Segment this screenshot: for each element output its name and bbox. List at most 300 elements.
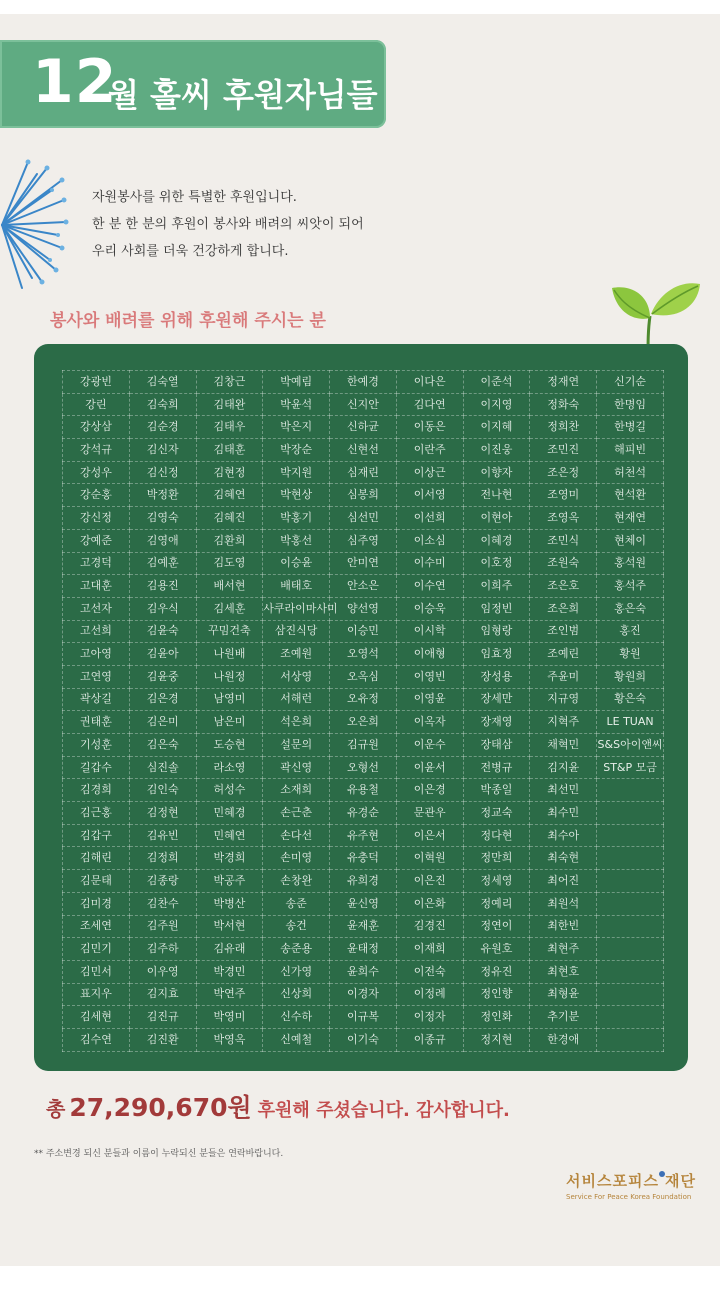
donor-name: [597, 983, 664, 1006]
donor-name: 김우식: [129, 597, 196, 620]
donor-name: 박경민: [196, 960, 263, 983]
donor-name: 송준용: [263, 938, 330, 961]
donor-name: 박병산: [196, 892, 263, 915]
donor-row: [63, 870, 664, 893]
donor-name: 오유정: [330, 688, 397, 711]
intro-text: [92, 184, 364, 265]
donor-row: [63, 734, 664, 757]
donor-name: 최원석: [530, 892, 597, 915]
donor-name: 김민서: [63, 960, 130, 983]
donor-name: 양선영: [330, 597, 397, 620]
donor-name: 소재희: [263, 779, 330, 802]
title-month: 12: [32, 47, 118, 117]
donor-name: 강린: [63, 393, 130, 416]
donor-name: 주윤미: [530, 665, 597, 688]
donor-name: 최수민: [530, 802, 597, 825]
donor-name: 강신정: [63, 507, 130, 530]
donor-name: [597, 915, 664, 938]
donor-name: 박홍선: [263, 529, 330, 552]
donor-name: 삼진식당: [263, 620, 330, 643]
donor-name: 이소심: [396, 529, 463, 552]
donor-name: 김정희: [129, 847, 196, 870]
donor-name: 이서영: [396, 484, 463, 507]
donor-name: 한명임: [597, 393, 664, 416]
donor-name: 오영석: [330, 643, 397, 666]
donor-name: 곽신영: [263, 756, 330, 779]
donor-name: 김신정: [129, 461, 196, 484]
donor-name: [597, 847, 664, 870]
donor-name: 정연이: [463, 915, 530, 938]
donor-name: 박영미: [196, 1006, 263, 1029]
donor-name: 지규영: [530, 688, 597, 711]
donor-name: 김다연: [396, 393, 463, 416]
page-title: 월 홀씨 후원자님들: [108, 76, 378, 114]
donor-name: 정만희: [463, 847, 530, 870]
donor-row: [63, 529, 664, 552]
donor-name: 박은지: [263, 416, 330, 439]
donor-name: 이승욱: [396, 597, 463, 620]
donor-name: 김종랑: [129, 870, 196, 893]
donor-name: [597, 960, 664, 983]
donor-row: [63, 983, 664, 1006]
donor-name: 유경순: [330, 802, 397, 825]
donor-name: 석은희: [263, 711, 330, 734]
donor-name: 이은서: [396, 824, 463, 847]
donor-name: 이지영: [463, 393, 530, 416]
donor-name: 이호정: [463, 552, 530, 575]
donor-name: 박연주: [196, 983, 263, 1006]
donor-name: 최선민: [530, 779, 597, 802]
donor-name: 윤신영: [330, 892, 397, 915]
donor-name: 김지효: [129, 983, 196, 1006]
donor-name: 정재연: [530, 371, 597, 394]
donor-name: 홍진: [597, 620, 664, 643]
donor-row: [63, 847, 664, 870]
top-border: [0, 0, 720, 14]
donor-row: [63, 507, 664, 530]
donor-name: 최숙현: [530, 847, 597, 870]
donor-row: [63, 416, 664, 439]
donor-name: 이애형: [396, 643, 463, 666]
donor-row: [63, 620, 664, 643]
donor-name: 고아영: [63, 643, 130, 666]
donor-name: 이다은: [396, 371, 463, 394]
donor-name: [597, 824, 664, 847]
donor-name: 조은정: [530, 461, 597, 484]
total-suffix: 후원해 주셨습니다. 감사합니다.: [257, 1100, 510, 1121]
donor-name: 이윤서: [396, 756, 463, 779]
donor-name: [597, 779, 664, 802]
donor-name: 이은화: [396, 892, 463, 915]
donor-name: 신예철: [263, 1028, 330, 1051]
section-subtitle: 봉사와 배려를 위해 후원해 주시는 분: [50, 311, 326, 331]
donor-name: 김순경: [129, 416, 196, 439]
donor-name: 이경자: [330, 983, 397, 1006]
intro-line: 한 분 한 분의 후원이 봉사와 배려의 씨앗이 되어: [92, 217, 364, 232]
donor-name: 김은숙: [129, 734, 196, 757]
donor-name: 박윤석: [263, 393, 330, 416]
donor-name: 유용철: [330, 779, 397, 802]
donor-name: 김숙희: [129, 393, 196, 416]
donor-row: [63, 552, 664, 575]
donor-name: 권태훈: [63, 711, 130, 734]
donor-name: 이란주: [396, 439, 463, 462]
donor-name: 이수연: [396, 575, 463, 598]
donor-name: 이선희: [396, 507, 463, 530]
donor-name: 신지안: [330, 393, 397, 416]
donor-name: 전나현: [463, 484, 530, 507]
donor-name: 유원호: [463, 938, 530, 961]
donor-name: 정예리: [463, 892, 530, 915]
donor-row: [63, 915, 664, 938]
donor-name: 홍석주: [597, 575, 664, 598]
donor-name: 이시학: [396, 620, 463, 643]
donor-name: 이진웅: [463, 439, 530, 462]
donor-name: 최형윤: [530, 983, 597, 1006]
donor-name: 조예린: [530, 643, 597, 666]
donor-name: 김은미: [129, 711, 196, 734]
donor-row: [63, 597, 664, 620]
donor-name: 조영미: [530, 484, 597, 507]
donor-name: 최한빈: [530, 915, 597, 938]
donor-name: 신상희: [263, 983, 330, 1006]
donor-name: 유희경: [330, 870, 397, 893]
donor-name: 배서현: [196, 575, 263, 598]
donor-name: 조민식: [530, 529, 597, 552]
donor-name: 김해린: [63, 847, 130, 870]
donor-name: 현재연: [597, 507, 664, 530]
donor-name: 김혜연: [196, 484, 263, 507]
donor-name: 이규복: [330, 1006, 397, 1029]
donor-row: [63, 688, 664, 711]
dandelion-seed-icon: [0, 160, 66, 290]
donor-name: 서상영: [263, 665, 330, 688]
donor-name: 나원정: [196, 665, 263, 688]
donor-name: 꾸밈건축: [196, 620, 263, 643]
donor-name: 김윤중: [129, 665, 196, 688]
logo-korean-main: 서비스포피스: [566, 1172, 659, 1190]
donor-name: 신가영: [263, 960, 330, 983]
donor-name: 이현아: [463, 507, 530, 530]
donor-row: [63, 960, 664, 983]
donor-name: 정다현: [463, 824, 530, 847]
donor-name: 김은경: [129, 688, 196, 711]
donor-name: 조세연: [63, 915, 130, 938]
donor-name: 길갑수: [63, 756, 130, 779]
donor-name: 이영윤: [396, 688, 463, 711]
donor-name: 민혜경: [196, 802, 263, 825]
donor-name: S&S아이앤씨: [597, 734, 664, 757]
donor-name: 정유진: [463, 960, 530, 983]
donor-name: 정화숙: [530, 393, 597, 416]
donor-name: 조인범: [530, 620, 597, 643]
donor-name: 김유래: [196, 938, 263, 961]
donor-name: [597, 1028, 664, 1051]
donor-row: [63, 711, 664, 734]
donor-name: 이전숙: [396, 960, 463, 983]
donor-name: 심선민: [330, 507, 397, 530]
donor-name: 이희주: [463, 575, 530, 598]
donor-name: 김진환: [129, 1028, 196, 1051]
donor-name: 김예훈: [129, 552, 196, 575]
donor-name: 박서현: [196, 915, 263, 938]
donor-name: 손근춘: [263, 802, 330, 825]
donor-name: 김윤숙: [129, 620, 196, 643]
logo-korean-tail: 재단: [664, 1172, 696, 1190]
donor-name: 이향자: [463, 461, 530, 484]
donor-name: 심봉희: [330, 484, 397, 507]
donor-name: 김갑구: [63, 824, 130, 847]
donor-name: 황원: [597, 643, 664, 666]
donor-name: 손창완: [263, 870, 330, 893]
donor-name: [597, 802, 664, 825]
donor-name: 한병길: [597, 416, 664, 439]
donor-row: [63, 1028, 664, 1051]
donor-name: 오옥심: [330, 665, 397, 688]
donor-name: 최현호: [530, 960, 597, 983]
donor-row: [63, 393, 664, 416]
donor-name: 이동은: [396, 416, 463, 439]
donor-row: [63, 461, 664, 484]
donor-name: 홍석원: [597, 552, 664, 575]
donor-name: 김수연: [63, 1028, 130, 1051]
donor-name: 김태우: [196, 416, 263, 439]
donor-name: 이승윤: [263, 552, 330, 575]
intro-line: 우리 사회를 더욱 건강하게 합니다.: [92, 244, 289, 259]
donor-name: 김민기: [63, 938, 130, 961]
donor-name: 김유빈: [129, 824, 196, 847]
donor-name: 최수아: [530, 824, 597, 847]
donor-name: 이우영: [129, 960, 196, 983]
donor-name: ST&P 모금: [597, 756, 664, 779]
donor-name: 남은미: [196, 711, 263, 734]
donor-name: 이상근: [396, 461, 463, 484]
donor-row: [63, 371, 664, 394]
donor-name: 이운수: [396, 734, 463, 757]
donor-name: 고선희: [63, 620, 130, 643]
donor-name: 임효정: [463, 643, 530, 666]
donor-name: 정교숙: [463, 802, 530, 825]
donor-name: 지혁주: [530, 711, 597, 734]
donor-name: 임형랑: [463, 620, 530, 643]
donor-name: 김숙열: [129, 371, 196, 394]
donor-name: 강광빈: [63, 371, 130, 394]
donor-name: 안소은: [330, 575, 397, 598]
donor-name: 정희찬: [530, 416, 597, 439]
donor-name: 정세영: [463, 870, 530, 893]
donor-name: 윤태정: [330, 938, 397, 961]
donor-name: 설문의: [263, 734, 330, 757]
donor-name: 정지현: [463, 1028, 530, 1051]
donor-name: 김신자: [129, 439, 196, 462]
donor-name: 조은희: [530, 597, 597, 620]
donor-row: [63, 802, 664, 825]
donor-row: [63, 575, 664, 598]
donor-name: 심주영: [330, 529, 397, 552]
donor-name: LE TUAN: [597, 711, 664, 734]
donor-table: [62, 370, 664, 1052]
donor-name: 허성수: [196, 779, 263, 802]
donor-name: 남영미: [196, 688, 263, 711]
intro-line: 자원봉사를 위한 특별한 후원입니다.: [92, 190, 297, 205]
donor-name: 고연영: [63, 665, 130, 688]
donor-name: 정인향: [463, 983, 530, 1006]
donor-name: 정인화: [463, 1006, 530, 1029]
donor-name: 조예원: [263, 643, 330, 666]
donor-name: 김현정: [196, 461, 263, 484]
donor-name: 장성용: [463, 665, 530, 688]
donor-name: 조영옥: [530, 507, 597, 530]
donor-name: 김창근: [196, 371, 263, 394]
donor-name: 윤희수: [330, 960, 397, 983]
donor-name: 강예준: [63, 529, 130, 552]
donor-name: 오은희: [330, 711, 397, 734]
donor-name: 신수하: [263, 1006, 330, 1029]
donor-name: 이수미: [396, 552, 463, 575]
donor-name: 장태삼: [463, 734, 530, 757]
donor-name: 김찬수: [129, 892, 196, 915]
foundation-logo: [566, 1170, 696, 1201]
donor-name: 한경애: [530, 1028, 597, 1051]
donor-row: [63, 938, 664, 961]
donor-name: 이준석: [463, 371, 530, 394]
donor-name: 임정빈: [463, 597, 530, 620]
donor-name: 김환희: [196, 529, 263, 552]
donor-name: 김근홍: [63, 802, 130, 825]
donor-name: 채혁민: [530, 734, 597, 757]
donor-name: 황원희: [597, 665, 664, 688]
donor-name: 이옥자: [396, 711, 463, 734]
donor-name: 김문태: [63, 870, 130, 893]
donor-name: 나원배: [196, 643, 263, 666]
donor-name: 박홍기: [263, 507, 330, 530]
donor-name: 김태훈: [196, 439, 263, 462]
donor-name: 조원숙: [530, 552, 597, 575]
donor-name: 문관우: [396, 802, 463, 825]
donor-name: 신기순: [597, 371, 664, 394]
donor-name: 김주하: [129, 938, 196, 961]
donor-name: 심진솔: [129, 756, 196, 779]
donor-name: 도승현: [196, 734, 263, 757]
total-amount: 27,290,670원: [69, 1093, 252, 1122]
donor-name: 조은호: [530, 575, 597, 598]
donor-name: 이승민: [330, 620, 397, 643]
donor-name: 김윤아: [129, 643, 196, 666]
donor-name: 손미영: [263, 847, 330, 870]
donor-name: 김지윤: [530, 756, 597, 779]
donor-row: [63, 779, 664, 802]
donor-name: 이영빈: [396, 665, 463, 688]
donor-name: 조민진: [530, 439, 597, 462]
donor-name: 김주원: [129, 915, 196, 938]
donor-name: 김도영: [196, 552, 263, 575]
donor-name: 이정자: [396, 1006, 463, 1029]
logo-korean: [566, 1170, 696, 1191]
donor-name: 박경희: [196, 847, 263, 870]
donor-name: 황은숙: [597, 688, 664, 711]
donor-name: 고경덕: [63, 552, 130, 575]
donor-name: 김규원: [330, 734, 397, 757]
donor-name: 윤재훈: [330, 915, 397, 938]
donor-name: 장재영: [463, 711, 530, 734]
donor-name: 안미연: [330, 552, 397, 575]
donor-name: 이종규: [396, 1028, 463, 1051]
donor-row: [63, 892, 664, 915]
donor-name: 이재희: [396, 938, 463, 961]
donor-name: 김경희: [63, 779, 130, 802]
donor-name: 해피빈: [597, 439, 664, 462]
donor-name: 이기숙: [330, 1028, 397, 1051]
donor-row: [63, 756, 664, 779]
donor-row: [63, 824, 664, 847]
donor-row: [63, 665, 664, 688]
donor-name: 사쿠라이마사미: [263, 597, 330, 620]
donor-name: 추기분: [530, 1006, 597, 1029]
donor-name: [597, 1006, 664, 1029]
donor-name: [597, 938, 664, 961]
donor-name: 김영애: [129, 529, 196, 552]
donor-name: 강순홍: [63, 484, 130, 507]
donor-name: 김태완: [196, 393, 263, 416]
donor-name: 홍은숙: [597, 597, 664, 620]
donor-name: 송건: [263, 915, 330, 938]
total-prefix: 총: [46, 1097, 66, 1121]
logo-english: Service For Peace Korea Foundation: [566, 1193, 692, 1201]
donor-name: 현석환: [597, 484, 664, 507]
donor-name: 이은경: [396, 779, 463, 802]
donor-name: 김영숙: [129, 507, 196, 530]
donor-name: 김진규: [129, 1006, 196, 1029]
donor-row: [63, 643, 664, 666]
donor-name: 박종일: [463, 779, 530, 802]
donor-name: 오형선: [330, 756, 397, 779]
donor-name: 김용진: [129, 575, 196, 598]
donor-name: 고선자: [63, 597, 130, 620]
donor-name: 심재린: [330, 461, 397, 484]
donor-name: 곽상길: [63, 688, 130, 711]
donor-row: [63, 439, 664, 462]
donor-name: 기성훈: [63, 734, 130, 757]
donor-name: [597, 892, 664, 915]
donor-name: 박정환: [129, 484, 196, 507]
donor-name: 김혜진: [196, 507, 263, 530]
donor-name: 라소영: [196, 756, 263, 779]
donor-name: 김세훈: [196, 597, 263, 620]
donor-name: 현체이: [597, 529, 664, 552]
donor-name: 박장순: [263, 439, 330, 462]
donor-name: 신현선: [330, 439, 397, 462]
donor-name: 신하균: [330, 416, 397, 439]
donor-name: 서해런: [263, 688, 330, 711]
donor-name: 박현상: [263, 484, 330, 507]
donor-name: 강성우: [63, 461, 130, 484]
donor-name: 박공주: [196, 870, 263, 893]
donor-name: 이혁원: [396, 847, 463, 870]
footnote: ** 주소변경 되신 분들과 이름이 누락되신 분들은 연락바랍니다.: [34, 1149, 284, 1159]
bottom-border: [0, 1266, 720, 1295]
donor-name: 배태호: [263, 575, 330, 598]
donor-name: 강상삼: [63, 416, 130, 439]
donor-name: 장세만: [463, 688, 530, 711]
donor-name: 박영옥: [196, 1028, 263, 1051]
donor-name: 김경진: [396, 915, 463, 938]
donor-name: 손다선: [263, 824, 330, 847]
donor-name: 최어진: [530, 870, 597, 893]
donor-name: 최현주: [530, 938, 597, 961]
donor-name: 박지원: [263, 461, 330, 484]
donor-name: 표지우: [63, 983, 130, 1006]
donor-name: 송준: [263, 892, 330, 915]
